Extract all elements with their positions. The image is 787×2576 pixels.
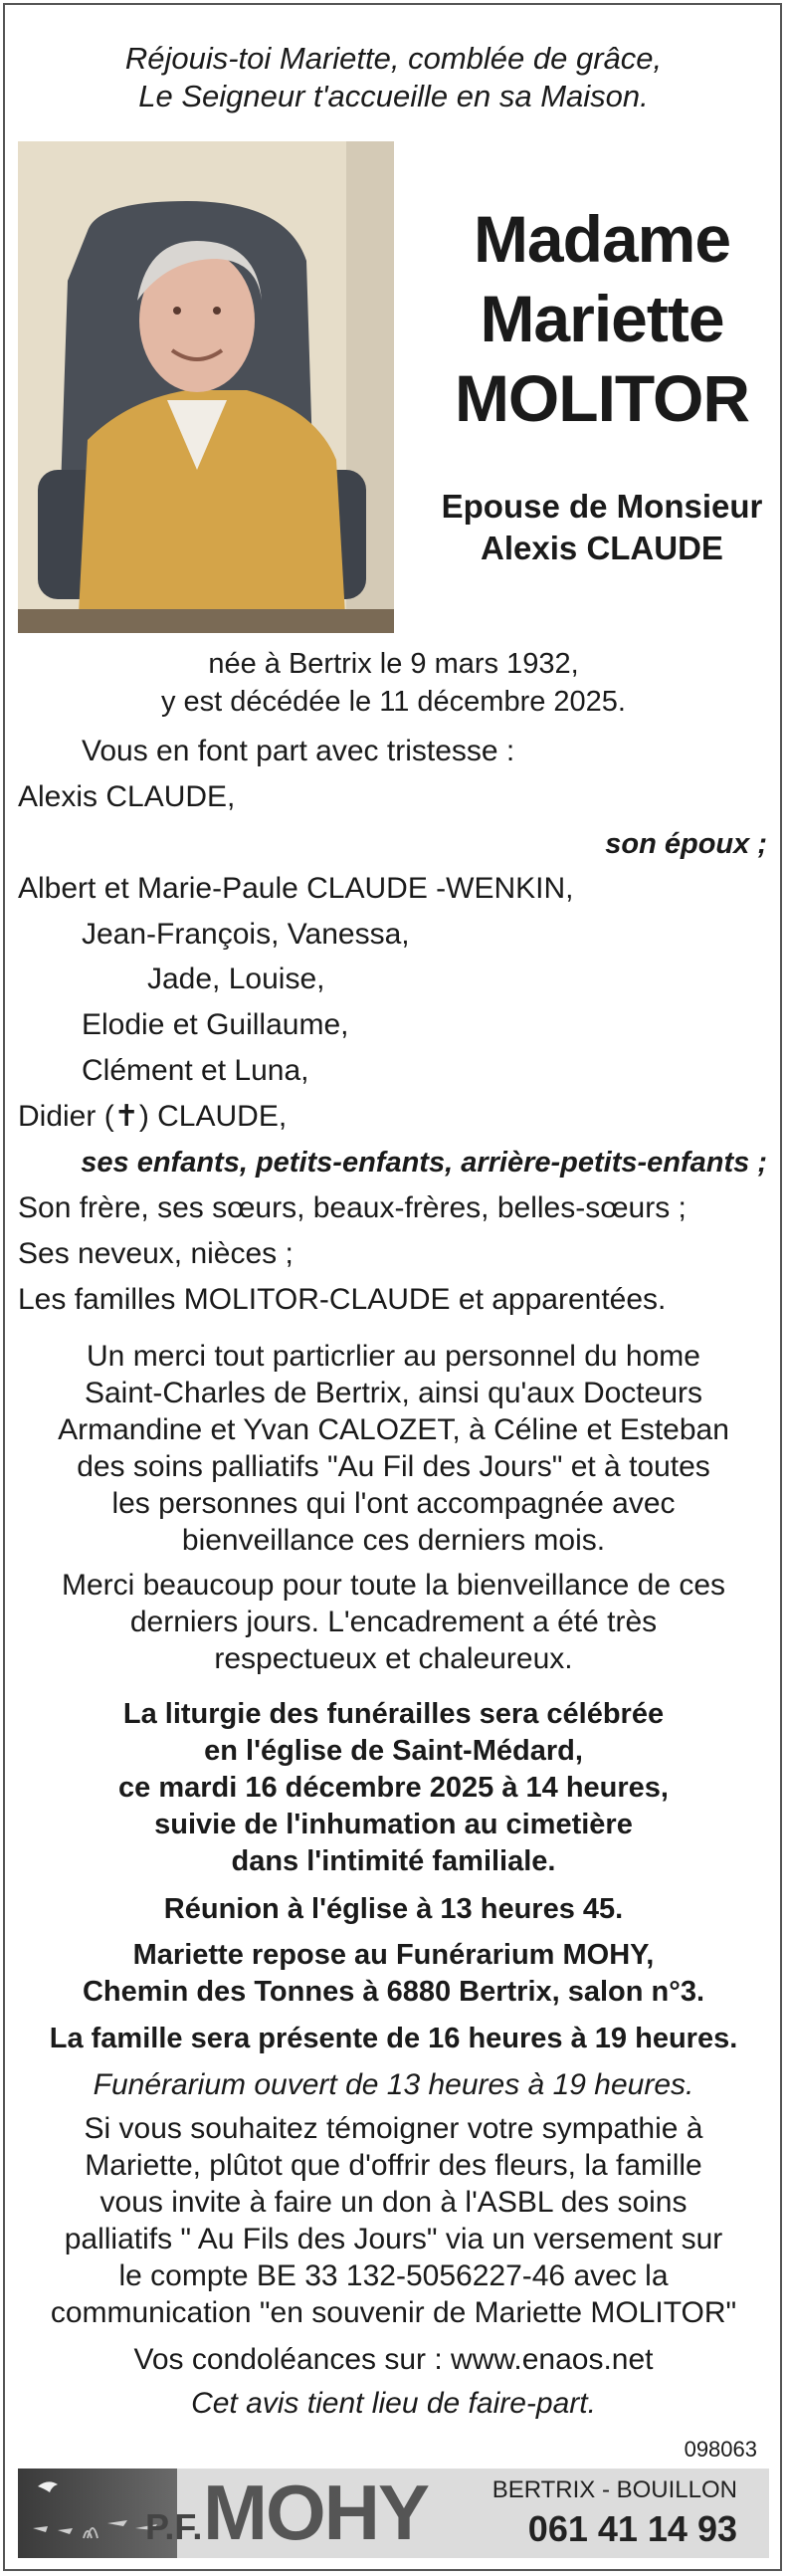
funerarium-location xyxy=(18,1937,769,2011)
funeral-home-phone: 061 41 14 93 xyxy=(527,2508,737,2549)
funeral-line: ce mardi 16 décembre 2025 à 14 heures, xyxy=(118,1772,669,1804)
verse-line-2: Le Seigneur t'accueille en sa Maison. xyxy=(138,79,649,113)
funerarium-line: Chemin des Tonnes à 6880 Bertrix, salon n°3. xyxy=(82,1976,705,2008)
donation-line: vous invite à faire un don à l'ASBL des soins xyxy=(99,2186,688,2219)
family-intro: Vous en font part avec tristesse : xyxy=(82,735,515,767)
family-relation-children: ses enfants, petits-enfants, arrière-petits-enfants ; xyxy=(81,1147,767,1179)
title-line-madame: Madame xyxy=(473,202,731,276)
thanks-kindness xyxy=(18,1567,769,1677)
donation-line: Mariette, plûtot que d'offrir des fleurs, la famille xyxy=(85,2149,702,2182)
thanks-line: Un merci tout particrlier au personnel du home xyxy=(87,1340,700,1373)
death-line: y est décédée le 11 décembre 2025. xyxy=(160,686,626,718)
family-line-grandchildren-2: Elodie et Guillaume, xyxy=(82,1008,349,1041)
family-line-children: Albert et Marie-Paule CLAUDE -WENKIN, xyxy=(18,872,574,905)
funeral-home-towns: BERTRIX - BOUILLON xyxy=(492,2476,737,2503)
thanks-line: respectueux et chaleureux. xyxy=(214,1642,573,1675)
thanks-line: les personnes qui l'ont accompagnée avec xyxy=(111,1487,676,1520)
family-line-siblings: Son frère, ses sœurs, beaux-frères, belles-sœurs ; xyxy=(18,1191,687,1224)
funeral-line: dans l'intimité familiale. xyxy=(231,1845,556,1877)
family-presence: La famille sera présente de 16 heures à 19 heures. xyxy=(49,2023,738,2054)
thanks-line: Merci beaucoup pour toute la bienveillance de ces xyxy=(61,1569,726,1602)
thanks-line: des soins palliatifs "Au Fil des Jours" et à toutes xyxy=(77,1450,710,1483)
title-line-last-name: MOLITOR xyxy=(454,361,750,435)
family-line-spouse: Alexis CLAUDE, xyxy=(18,780,236,813)
condolences-link: Vos condoléances sur : www.enaos.net xyxy=(133,2343,654,2376)
funeral-line: La liturgie des funérailles sera célébrée xyxy=(122,1698,665,1730)
funeral-details xyxy=(18,1696,769,1880)
family-line-families: Les familles MOLITOR-CLAUDE et apparentées. xyxy=(18,1283,667,1316)
donation-line: palliatifs " Au Fils des Jours" via un versement sur xyxy=(64,2223,723,2255)
verse-line-1: Réjouis-toi Mariette, comblée de grâce, xyxy=(124,41,663,76)
spouse-info xyxy=(418,486,786,569)
spouse-line-2: Alexis CLAUDE xyxy=(481,530,723,566)
funeral-home-banner xyxy=(18,2469,769,2558)
family-line-grandchildren-1: Jean-François, Vanessa, xyxy=(82,918,410,951)
reference-number: 098063 xyxy=(684,2437,757,2462)
family-relation-spouse: son époux ; xyxy=(605,828,767,860)
thanks-line: derniers jours. L'encadrement a été très xyxy=(129,1606,658,1638)
thanks-line: bienveillance ces derniers mois. xyxy=(181,1524,606,1557)
pf-label: P.F. xyxy=(145,2506,203,2547)
thanks-line: Armandine et Yvan CALOZET, à Céline et Esteban xyxy=(58,1413,729,1446)
donation-request xyxy=(18,2110,769,2331)
portrait-illustration xyxy=(18,141,394,633)
funeral-line: en l'église de Saint-Médard, xyxy=(204,1735,583,1767)
donation-line: communication "en souvenir de Mariette MOLITOR" xyxy=(50,2296,737,2329)
family-line-grandchildren-3: Clément et Luna, xyxy=(82,1054,309,1087)
birth-line: née à Bertrix le 9 mars 1932, xyxy=(208,648,579,680)
birth-death-dates xyxy=(0,645,787,721)
family-line-didier: Didier (✝) CLAUDE, xyxy=(18,1100,288,1133)
family-line-great-grandchildren: Jade, Louise, xyxy=(147,963,325,995)
church-meeting: Réunion à l'église à 13 heures 45. xyxy=(163,1893,624,1925)
deceased-name xyxy=(418,199,786,438)
donation-line: le compte BE 33 132-5056227-46 avec la xyxy=(118,2259,669,2292)
funerarium-line: Mariette repose au Funérarium MOHY, xyxy=(132,1939,655,1971)
funeral-line: suivie de l'inhumation au cimetière xyxy=(154,1809,633,1840)
spouse-line-1: Epouse de Monsieur xyxy=(441,488,763,525)
opening-verse xyxy=(0,40,787,115)
thanks-line: Saint-Charles de Bertrix, ainsi qu'aux Docteurs xyxy=(84,1377,702,1409)
notice-statement: Cet avis tient lieu de faire-part. xyxy=(191,2387,596,2420)
funerarium-hours: Funérarium ouvert de 13 heures à 19 heures. xyxy=(93,2068,694,2101)
title-line-first-name: Mariette xyxy=(480,282,724,355)
donation-line: Si vous souhaitez témoigner votre sympathie à xyxy=(84,2112,703,2145)
thanks-staff xyxy=(18,1338,769,1559)
portrait-photo xyxy=(18,141,394,633)
funeral-home-name: MOHY xyxy=(203,2469,428,2556)
family-line-nephews: Ses neveux, nièces ; xyxy=(18,1237,294,1270)
